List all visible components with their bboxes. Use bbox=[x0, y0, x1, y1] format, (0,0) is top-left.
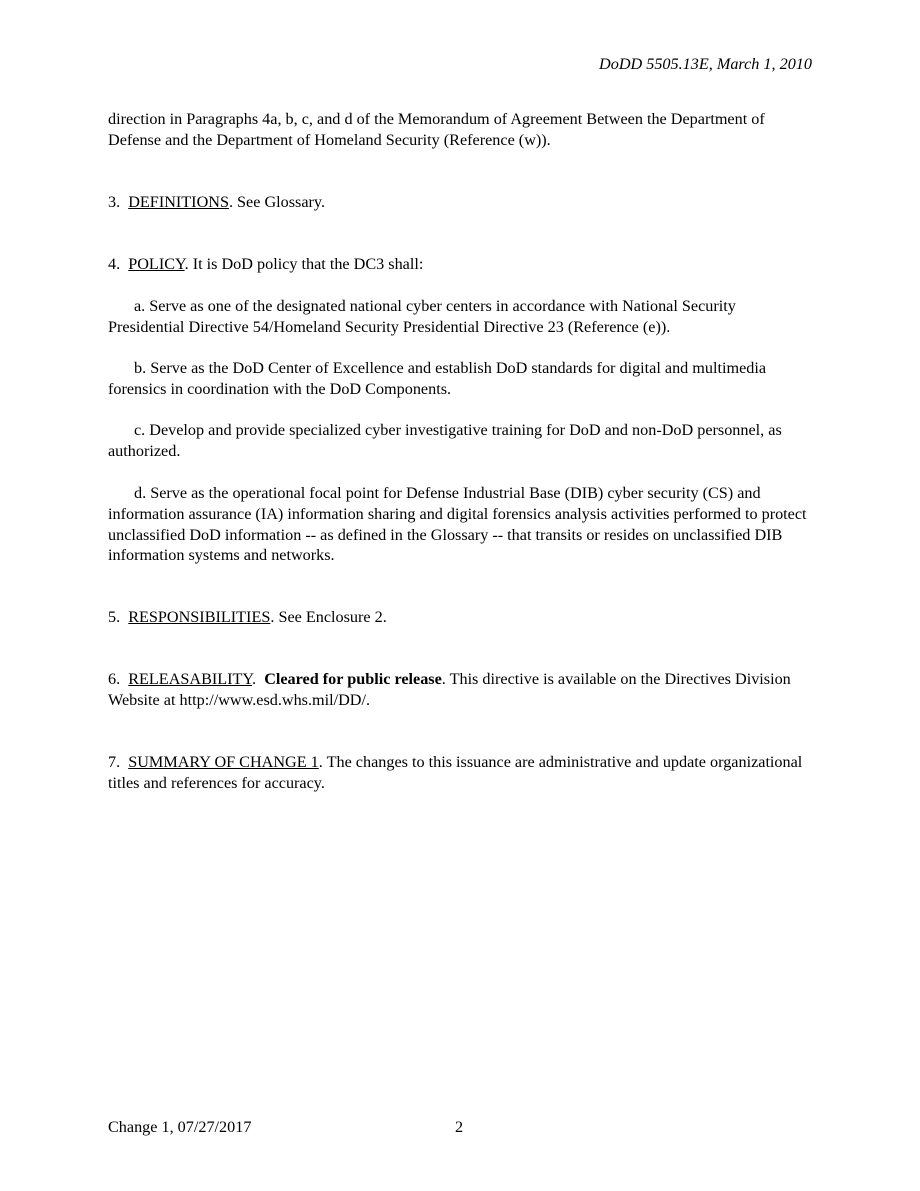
public-release-statement: Cleared for public release bbox=[264, 670, 442, 688]
policy-item-a: a. Serve as one of the designated national cyber centers in accordance with National Security Presidential Directive 54/Homeland Security Presidential Directive 23 (Reference (e)). bbox=[108, 297, 736, 336]
continuation-paragraph: direction in Paragraphs 4a, b, c, and d of the Memorandum of Agreement Between the Department of Defense and the Department of Homeland Security (Reference (w)). bbox=[108, 110, 765, 149]
section-text: . See Enclosure 2. bbox=[270, 608, 387, 626]
section-number: 7. bbox=[108, 753, 121, 771]
footer-change-date: Change 1, 07/27/2017 bbox=[108, 1118, 252, 1136]
document-id-header: DoDD 5505.13E, March 1, 2010 bbox=[599, 55, 812, 73]
section-heading-summary: SUMMARY OF CHANGE 1 bbox=[128, 753, 319, 771]
section-number: 6. bbox=[108, 670, 121, 688]
section-number: 4. bbox=[108, 255, 121, 273]
section-heading-responsibilities: RESPONSIBILITIES bbox=[128, 608, 271, 626]
footer-page-number: 2 bbox=[455, 1118, 464, 1136]
section-number: 5. bbox=[108, 608, 121, 626]
section-policy bbox=[108, 254, 814, 275]
section-text: . See Glossary. bbox=[228, 193, 326, 211]
section-text: . It is DoD policy that the DC3 shall: bbox=[184, 255, 424, 273]
section-text: . This directive is available on the Directives Division Website at http://www.esd.whs.mil/DD/. bbox=[108, 670, 791, 709]
section-number: 3. bbox=[108, 193, 121, 211]
section-separator: . bbox=[252, 670, 265, 688]
section-summary-of-change bbox=[108, 752, 814, 794]
section-heading-policy: POLICY bbox=[128, 255, 185, 273]
policy-item-d: d. Serve as the operational focal point for Defense Industrial Base (DIB) cyber security (CS) and information assurance (IA) information sharing and digital forensics analysis activities performed to protect unclassified DoD information -- as defined in the Glossary -- that transits or resides on unclassified DIB information systems and networks. bbox=[108, 484, 807, 565]
section-heading-releasability: RELEASABILITY bbox=[128, 670, 253, 688]
section-definitions bbox=[108, 192, 814, 213]
policy-item-c: c. Develop and provide specialized cyber investigative training for DoD and non-DoD personnel, as authorized. bbox=[108, 421, 782, 460]
policy-item-b: b. Serve as the DoD Center of Excellence and establish DoD standards for digital and multimedia forensics in coordination with the DoD Components. bbox=[108, 359, 767, 398]
section-releasability bbox=[108, 669, 814, 711]
section-text: . The changes to this issuance are administrative and update organizational titles and references for accuracy. bbox=[108, 753, 803, 792]
section-heading-definitions: DEFINITIONS bbox=[128, 193, 229, 211]
section-responsibilities bbox=[108, 607, 814, 628]
